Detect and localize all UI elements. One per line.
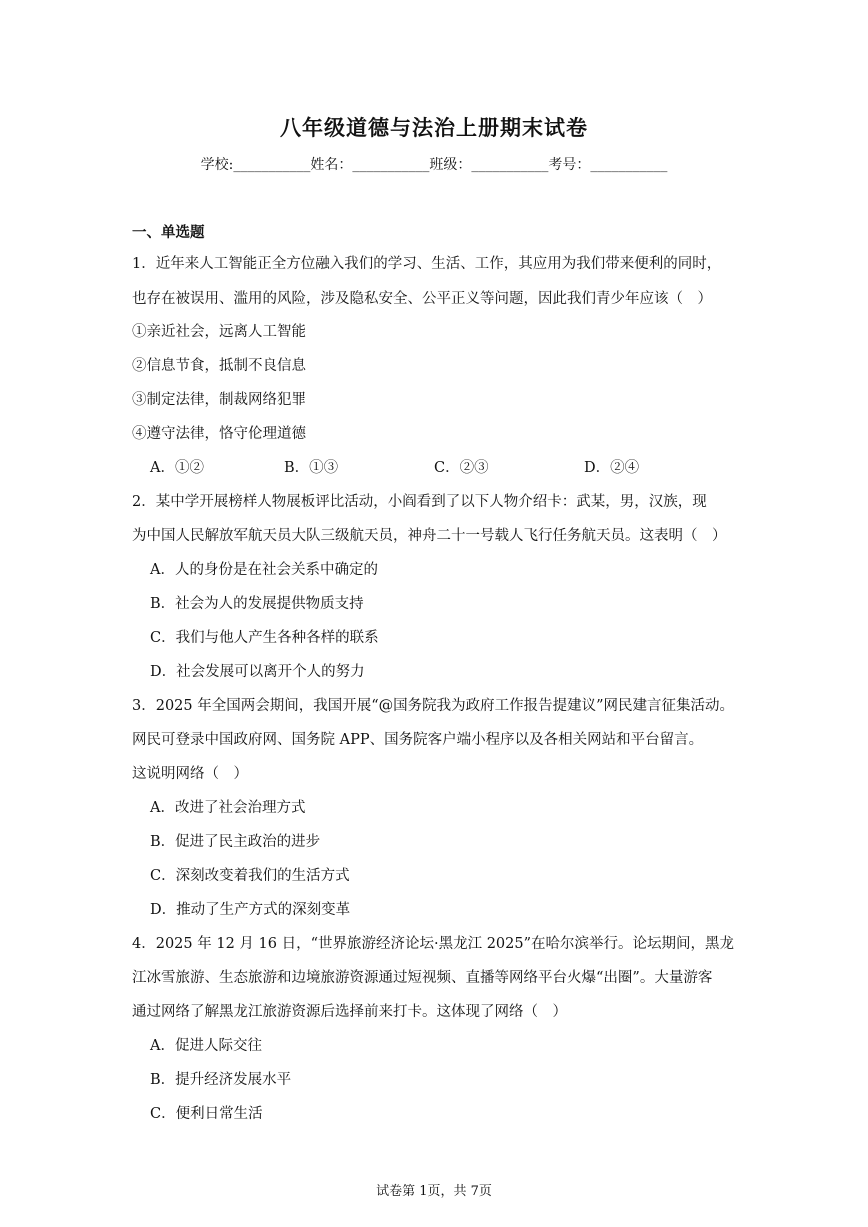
q1-option-d: D．②④ [584, 460, 640, 476]
q1-line-1: 1．近年来人工智能正全方位融入我们的学习、生活、工作，其应用为我们带来便利的同时， [132, 256, 722, 272]
q2-line-1: 2．某中学开展榜样人物展板评比活动，小阎看到了以下人物介绍卡：武某，男，汉族，现 [132, 494, 707, 510]
q3-option-b: B．促进了民主政治的进步 [150, 834, 321, 850]
page-footer: 试卷第 1页，共 7页 [376, 1184, 492, 1199]
q1-option-c: C．②③ [434, 460, 489, 476]
q1-statement-4: ④遵守法律，恪守伦理道德 [132, 426, 306, 442]
q3-option-c: C．深刻改变着我们的生活方式 [150, 868, 350, 884]
q2-option-a: A．人的身份是在社会关系中确定的 [150, 562, 378, 578]
page-title: 八年级道德与法治上册期末试卷 [280, 115, 588, 140]
q3-option-d: D．推动了生产方式的深刻变革 [150, 902, 351, 918]
q1-statement-1: ①亲近社会，远离人工智能 [132, 324, 306, 340]
q1-statement-2: ②信息节食，抵制不良信息 [132, 358, 306, 374]
q4-line-3: 通过网络了解黑龙江旅游资源后选择前来打卡。这体现了网络（ ） [132, 1004, 567, 1020]
q1-line-2: 也存在被误用、滥用的风险，涉及隐私安全、公平正义等问题，因此我们青少年应该（ ） [132, 291, 712, 307]
q2-option-c: C．我们与他人产生各种各样的联系 [150, 630, 379, 646]
q3-option-a: A．改进了社会治理方式 [150, 800, 306, 816]
q4-option-c: C．便利日常生活 [150, 1106, 263, 1122]
q4-line-1: 4．2025 年 12 月 16 日，“世界旅游经济论坛·黑龙江 2025”在哈尔滨举行。论坛期间，黑龙 [132, 936, 735, 952]
q4-option-b: B．提升经济发展水平 [150, 1072, 292, 1088]
section-heading: 一、单选题 [132, 224, 205, 241]
q2-option-d: D．社会发展可以离开个人的努力 [150, 664, 365, 680]
q2-line-2: 为中国人民解放军航天员大队三级航天员，神舟二十一号载人飞行任务航天员。这表明（ ） [132, 528, 727, 544]
q3-line-1: 3．2025 年全国两会期间，我国开展“@国务院我为政府工作报告提建议”网民建言征集活动。 [132, 698, 735, 714]
q4-line-2: 江冰雪旅游、生态旅游和边境旅游资源通过短视频、直播等网络平台火爆“出圈”。大量游客 [132, 970, 713, 986]
q3-line-3: 这说明网络（ ） [132, 766, 248, 782]
q3-line-2: 网民可登录中国政府网、国务院 APP、国务院客户端小程序以及各相关网站和平台留言。 [132, 732, 704, 748]
q4-option-a: A．促进人际交往 [150, 1038, 262, 1054]
student-info-line: 学校:___________姓名：___________班级：___________考号：___________ [200, 157, 668, 173]
q1-option-a: A．①② [150, 460, 204, 476]
q1-statement-3: ③制定法律，制裁网络犯罪 [132, 392, 306, 408]
q2-option-b: B．社会为人的发展提供物质支持 [150, 596, 364, 612]
q1-option-b: B．①③ [284, 460, 339, 476]
